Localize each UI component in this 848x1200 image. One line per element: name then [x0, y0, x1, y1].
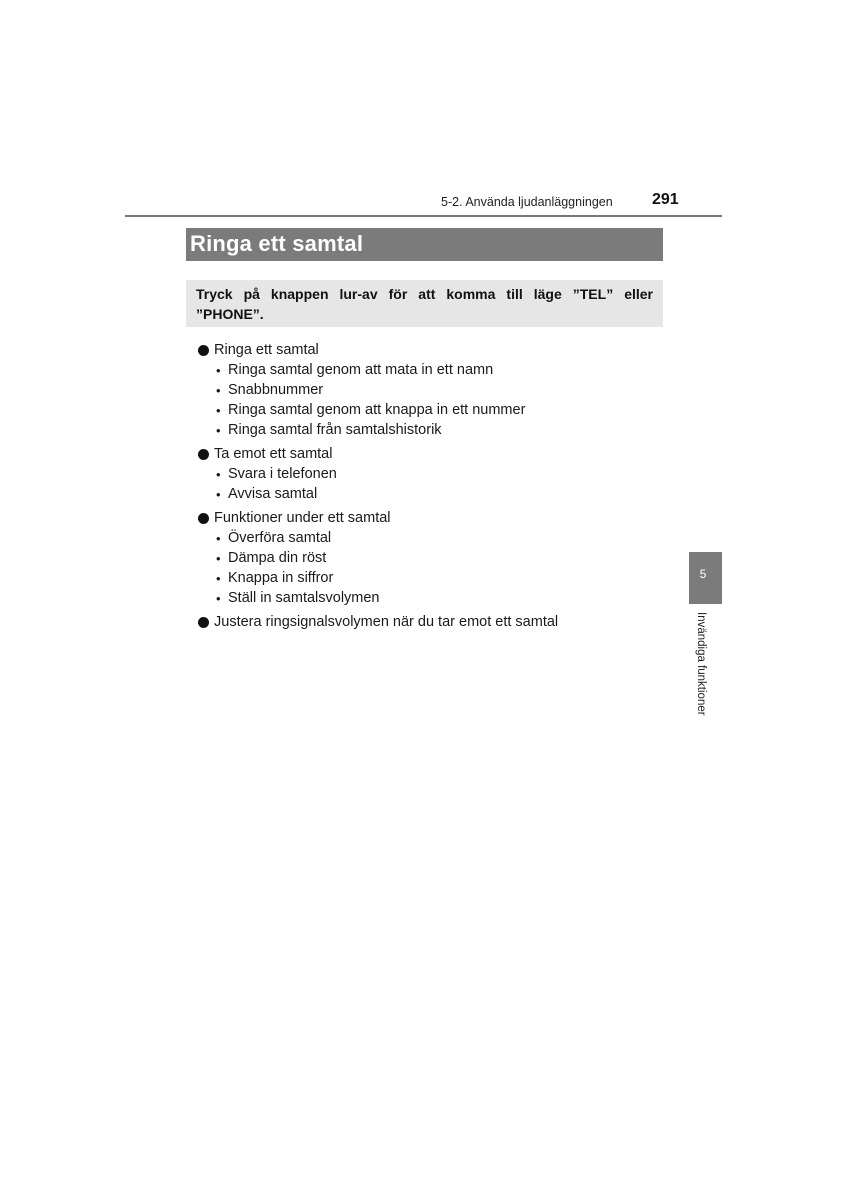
sub-list: [198, 360, 668, 440]
list-item: [216, 380, 668, 400]
small-bullet-icon: •: [216, 362, 221, 378]
group-heading: [198, 508, 668, 528]
small-bullet-icon: •: [216, 402, 221, 418]
sub-list: [198, 528, 668, 608]
list-item: [216, 484, 668, 504]
group-ringtone-volume: [198, 612, 668, 632]
group-label: Ringa ett samtal: [214, 342, 319, 358]
small-bullet-icon: •: [216, 550, 221, 566]
list-item-text: Ringa samtal från samtalshistorik: [228, 422, 442, 438]
small-bullet-icon: •: [216, 422, 221, 438]
list-item-text: Svara i telefonen: [228, 466, 337, 482]
group-during-call: [198, 508, 668, 608]
small-bullet-icon: •: [216, 486, 221, 502]
list-item-text: Avvisa samtal: [228, 486, 318, 502]
small-bullet-icon: •: [216, 382, 221, 398]
header-section-title: 5-2. Använda ljudanläggningen: [441, 195, 613, 209]
chapter-label: Invändiga funktioner: [695, 612, 707, 716]
sub-list: [198, 464, 668, 504]
group-heading: [198, 444, 668, 464]
bullet-dot-icon: [198, 449, 209, 460]
list-item-text: Överföra samtal: [228, 530, 332, 546]
list-item: [216, 360, 668, 380]
section-title-bar: [186, 228, 663, 261]
list-item: [216, 528, 668, 548]
list-item: [216, 420, 668, 440]
list-item: [216, 464, 668, 484]
bullet-dot-icon: [198, 345, 209, 356]
list-item-text: Ställ in samtalsvolymen: [228, 590, 380, 606]
group-make-call: [198, 340, 668, 440]
list-item-text: Ringa samtal genom att knappa in ett nummer: [228, 402, 526, 418]
small-bullet-icon: •: [216, 590, 221, 606]
list-item: [216, 400, 668, 420]
chapter-tab: [689, 552, 722, 604]
list-item-text: Knappa in siffror: [228, 570, 334, 586]
chapter-label-wrap: [695, 612, 711, 732]
small-bullet-icon: •: [216, 530, 221, 546]
group-label: Ta emot ett samtal: [214, 446, 333, 462]
group-receive-call: [198, 444, 668, 504]
group-heading: [198, 340, 668, 360]
list-item: [216, 588, 668, 608]
intro-box: [186, 280, 663, 327]
group-label: Funktioner under ett samtal: [214, 510, 391, 526]
bullet-dot-icon: [198, 513, 209, 524]
intro-text: Tryck på knappen lur-av för att komma till läge ”TEL” eller ”PHONE”.: [196, 286, 653, 322]
list-item-text: Ringa samtal genom att mata in ett namn: [228, 362, 494, 378]
small-bullet-icon: •: [216, 570, 221, 586]
list-item: [216, 548, 668, 568]
list-item-text: Dämpa din röst: [228, 550, 327, 566]
section-title: Ringa ett samtal: [190, 231, 364, 256]
header-divider: [125, 215, 722, 217]
function-list: [198, 340, 668, 636]
bullet-dot-icon: [198, 617, 209, 628]
group-label: Justera ringsignalsvolymen när du tar emot ett samtal: [214, 614, 559, 630]
list-item-text: Snabbnummer: [228, 382, 324, 398]
small-bullet-icon: •: [216, 466, 221, 482]
list-item: [216, 568, 668, 588]
group-heading: [198, 612, 668, 632]
page-number: 291: [652, 191, 679, 208]
chapter-number: 5: [699, 567, 707, 581]
